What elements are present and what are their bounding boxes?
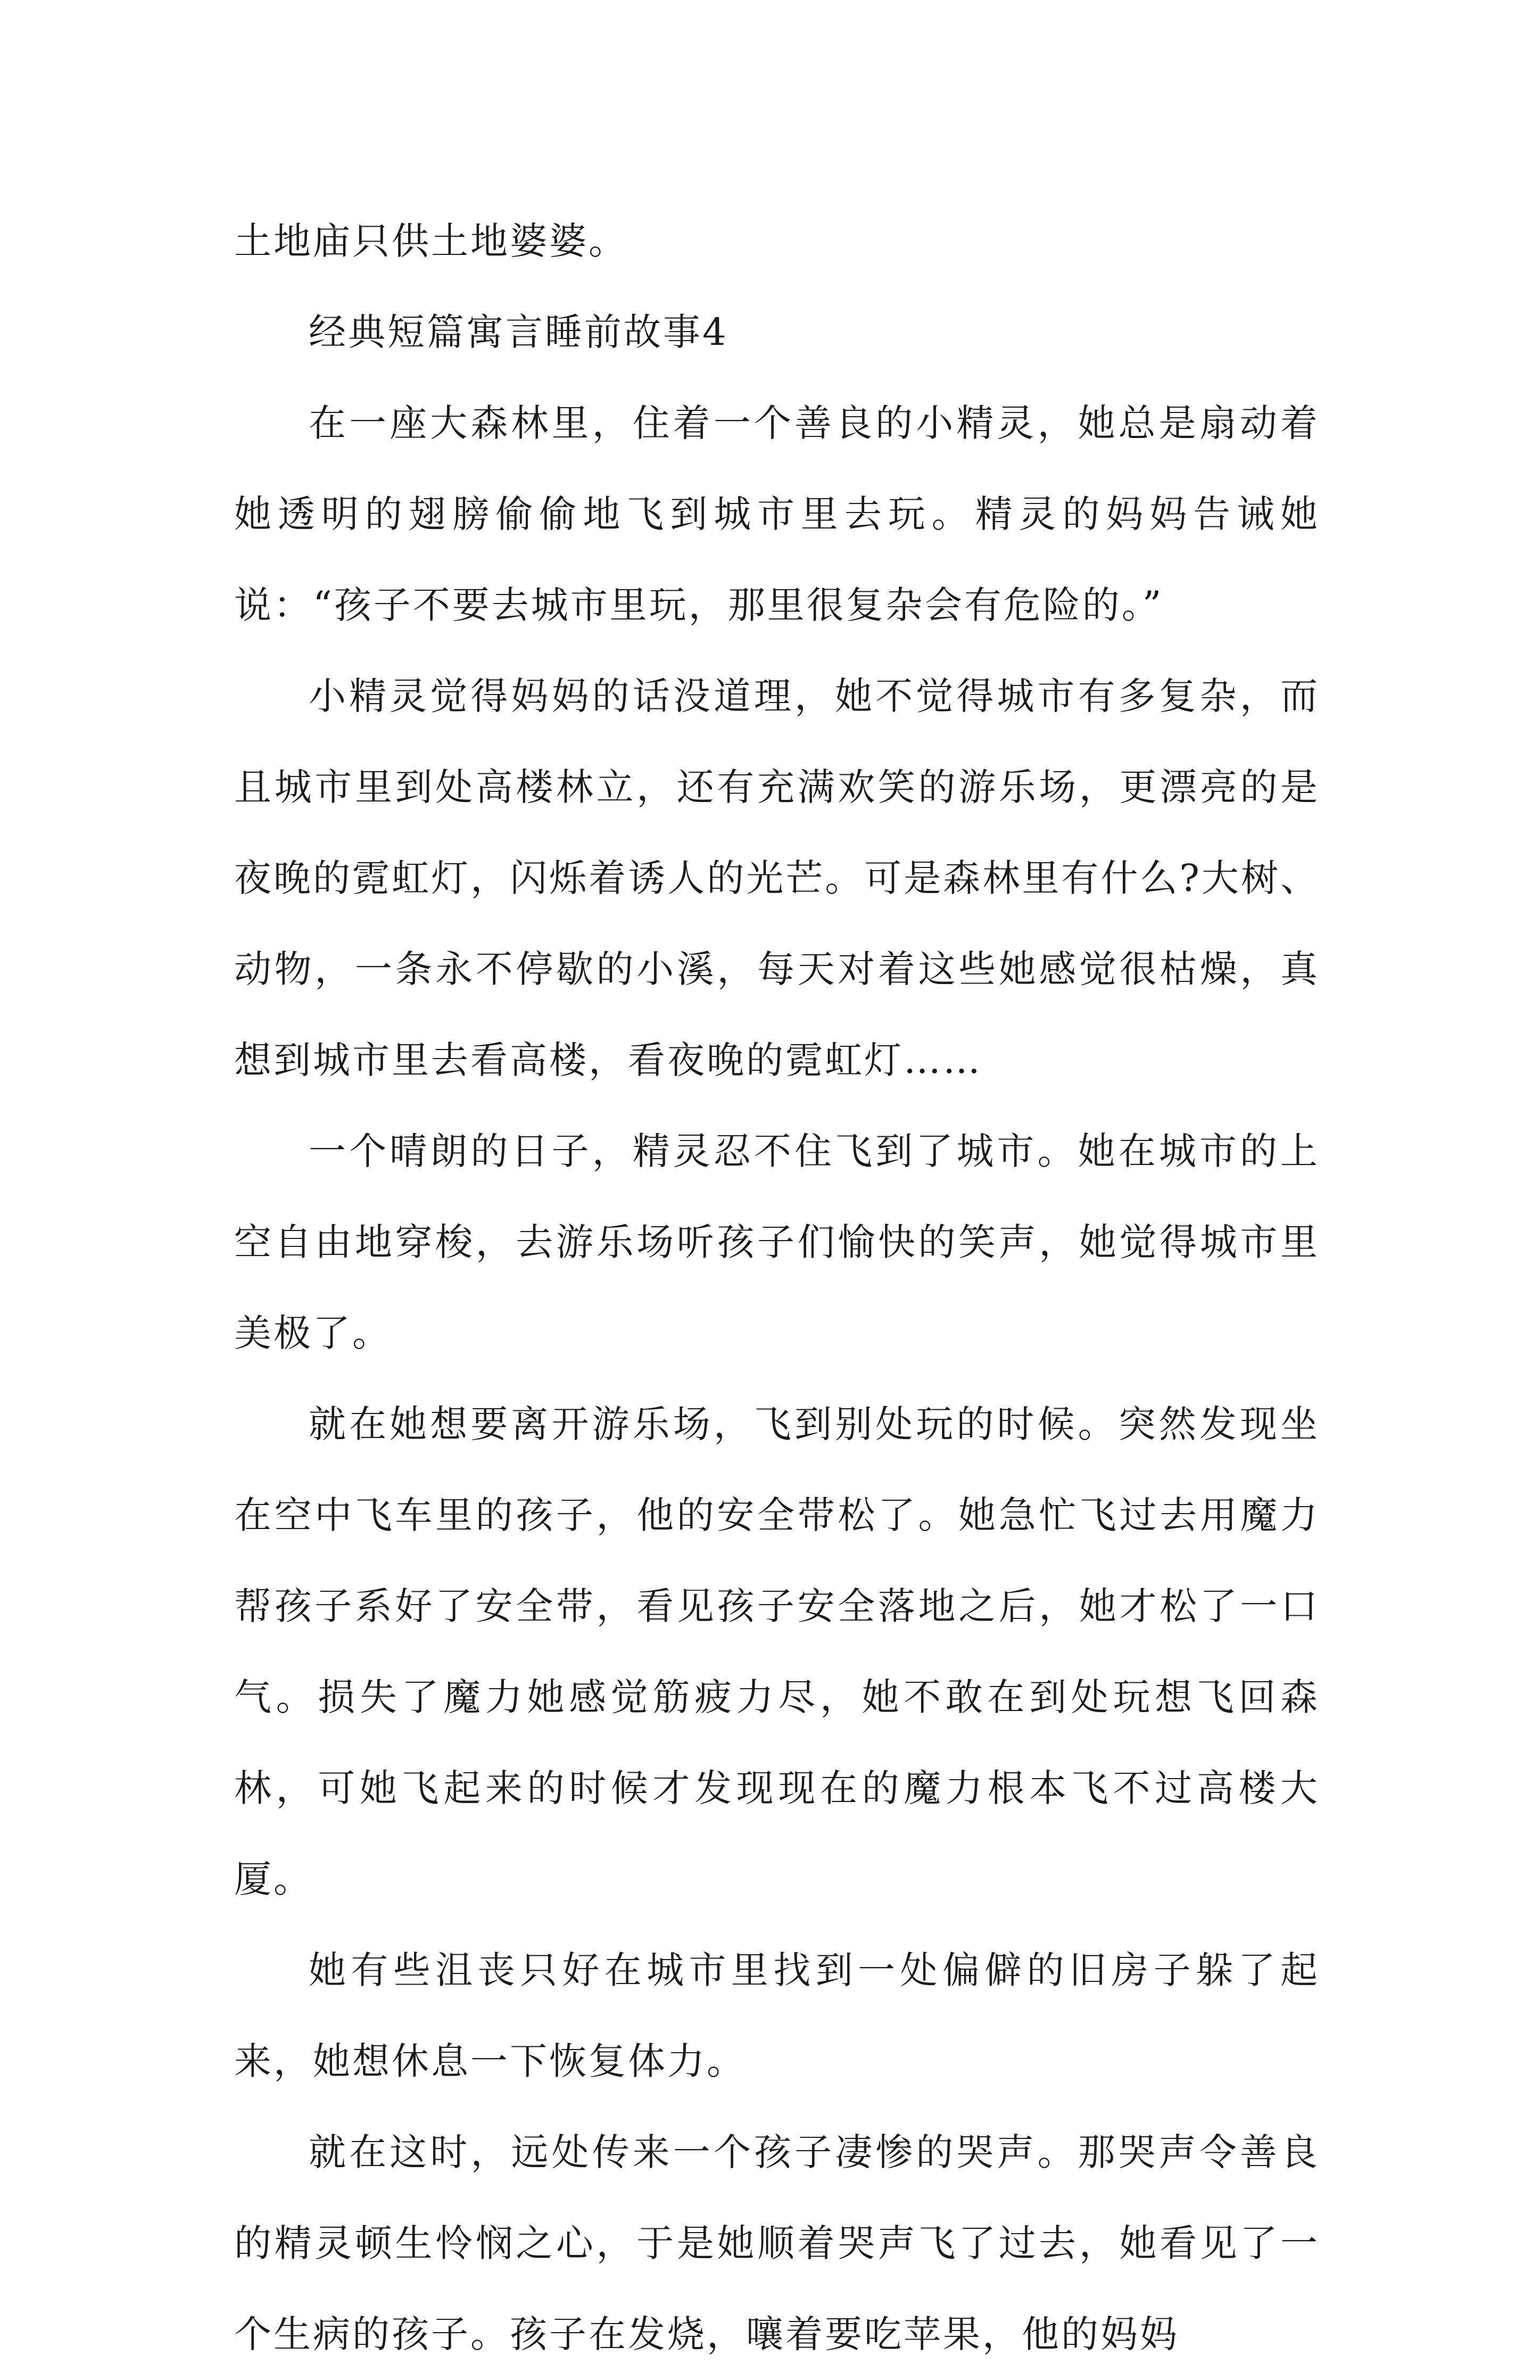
paragraph: 一个晴朗的日子，精灵忍不住飞到了城市。她在城市的上空自由地穿梭，去游乐场听孩子们愉快的笑声，她觉得城市里美极了。 (234, 1129, 1320, 1355)
story-heading: 经典短篇寓言睡前故事4 (309, 310, 728, 354)
paragraph: 在一座大森林里，住着一个善良的小精灵，她总是扇动着她透明的翅膀偷偷地飞到城市里去玩。精灵的妈妈告诫她说：“孩子不要去城市里玩，那里很复杂会有危险的。” (234, 401, 1320, 627)
paragraph: 她有些沮丧只好在城市里找到一处偏僻的旧房子躲了起来，她想休息一下恢复体力。 (234, 1948, 1320, 2083)
paragraph: 就在她想要离开游乐场，飞到别处玩的时候。突然发现坐在空中飞车里的孩子，他的安全带松了。她急忙飞过去用魔力帮孩子系好了安全带，看见孩子安全落地之后，她才松了一口气。损失了魔力她感觉筋疲力尽，她不敢在到处玩想飞回森林，可她飞起来的时候才发现现在的魔力根本飞不过高楼大厦。 (234, 1402, 1320, 1901)
paragraph: 就在这时，远处传来一个孩子凄惨的哭声。那哭声令善良的精灵顿生怜悯之心，于是她顺着哭声飞了过去，她看见了一个生病的孩子。孩子在发烧，嚷着要吃苹果，他的妈妈 (234, 2130, 1320, 2356)
paragraph: 小精灵觉得妈妈的话没道理，她不觉得城市有多复杂，而且城市里到处高楼林立，还有充满欢笑的游乐场，更漂亮的是夜晚的霓虹灯，闪烁着诱人的光芒。可是森林里有什么?大树、动物，一条永不停歇的小溪，每天对着这些她感觉很枯燥，真想到城市里去看高楼，看夜晚的霓虹灯…… (234, 674, 1320, 1082)
document-body (234, 196, 1320, 2380)
paragraph-continuation: 土地庙只供土地婆婆。 (234, 219, 628, 263)
